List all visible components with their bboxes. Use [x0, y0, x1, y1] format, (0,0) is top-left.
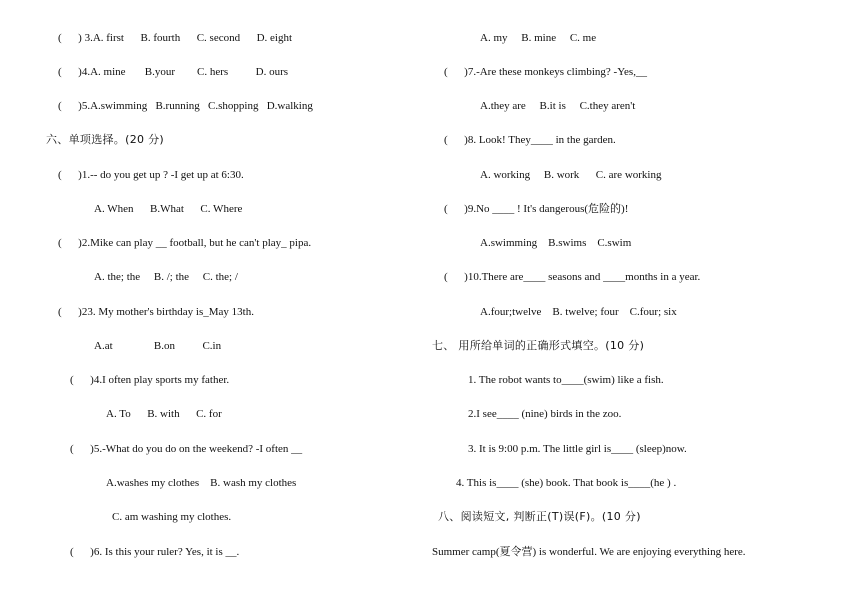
- mc-question-3-options: A.at B.on C.in: [94, 340, 222, 352]
- reading-passage-line: Summer camp(夏令营) is wonderful. We are enjoying everything here.: [432, 546, 746, 558]
- mc-question-7: ( )7.-Are these monkeys climbing? -Yes,__: [444, 66, 647, 78]
- fill-blank-3: 3. It is 9:00 p.m. The little girl is____ (sleep)now.: [468, 443, 687, 455]
- mc-question-3: ( )23. My mother's birthday is_May 13th.: [58, 306, 254, 318]
- fill-blank-4: 4. This is____ (she) book. That book is____(he ) .: [456, 477, 677, 489]
- question-3: ( ) 3.A. first B. fourth C. second D. eight: [58, 32, 293, 44]
- section-7-heading: 七、 用所给单词的正确形式填空。(10 分): [432, 339, 645, 352]
- section-6-heading: 六、单项选择。(20 分): [46, 133, 164, 146]
- question-5: ( )5.A.swimming B.running C.shopping D.walking: [58, 100, 313, 112]
- mc-question-5: ( )5.-What do you do on the weekend? -I often __: [70, 443, 303, 455]
- mc-question-8: ( )8. Look! They____ in the garden.: [444, 134, 616, 146]
- mc-question-6-options: A. my B. mine C. me: [480, 32, 597, 44]
- mc-question-9: ( )9.No ____ ! It's dangerous(危险的)!: [444, 203, 629, 215]
- mc-question-8-options: A. working B. work C. are working: [480, 169, 662, 181]
- mc-question-4: ( )4.I often play sports my father.: [70, 374, 230, 386]
- mc-question-6: ( )6. Is this your ruler? Yes, it is __.: [70, 546, 240, 558]
- mc-question-1: ( )1.-- do you get up ? -I get up at 6:30.: [58, 169, 244, 181]
- mc-question-5-options-ab: A.washes my clothes B. wash my clothes: [106, 477, 297, 489]
- fill-blank-2: 2.I see____ (nine) birds in the zoo.: [468, 408, 622, 420]
- mc-question-10-options: A.four;twelve B. twelve; four C.four; six: [480, 306, 677, 318]
- question-4: ( )4.A. mine B.your C. hers D. ours: [58, 66, 289, 78]
- mc-question-2-options: A. the; the B. /; the C. the; /: [94, 271, 238, 283]
- mc-question-2: ( )2.Mike can play __ football, but he can't play_ pipa.: [58, 237, 312, 249]
- mc-question-4-options: A. To B. with C. for: [106, 408, 222, 420]
- fill-blank-1: 1. The robot wants to____(swim) like a fish.: [468, 374, 664, 386]
- mc-question-5-option-c: C. am washing my clothes.: [112, 511, 232, 523]
- section-8-heading: 八、阅读短文, 判断正(T)误(F)。(10 分): [438, 510, 641, 523]
- mc-question-1-options: A. When B.What C. Where: [94, 203, 243, 215]
- mc-question-7-options: A.they are B.it is C.they aren't: [480, 100, 636, 112]
- mc-question-10: ( )10.There are____ seasons and ____months in a year.: [444, 271, 701, 283]
- mc-question-9-options: A.swimming B.swims C.swim: [480, 237, 632, 249]
